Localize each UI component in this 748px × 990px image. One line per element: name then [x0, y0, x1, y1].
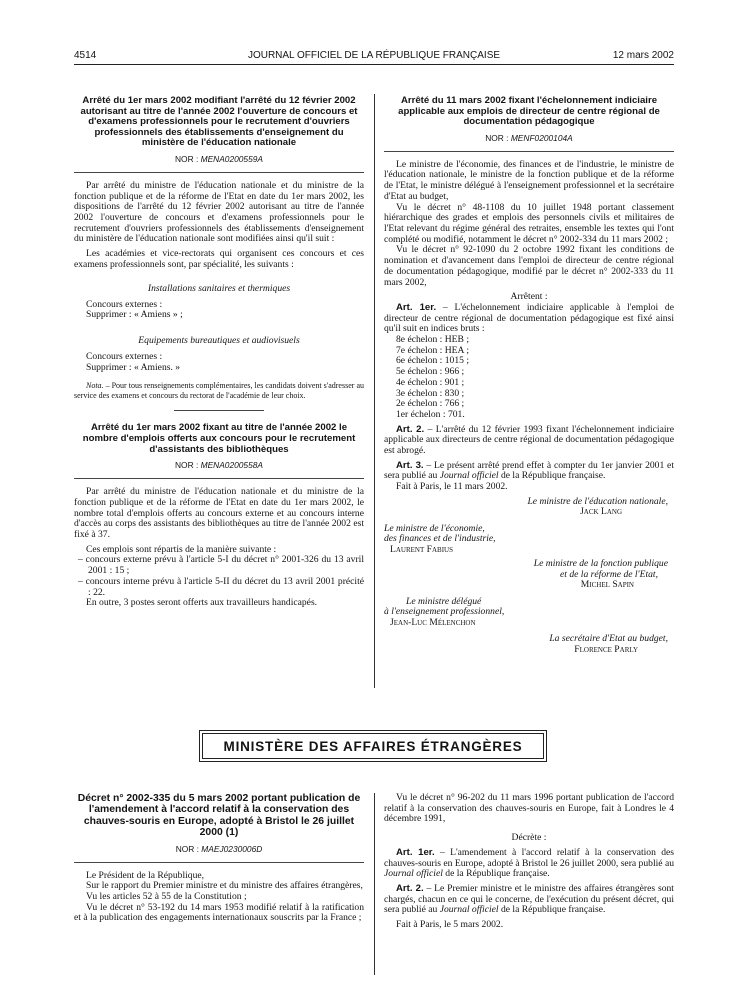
- arrete-1-paragraph: Les académies et vice-rectorats qui organisent ces concours et ces examens professionnels sont, par spécialité, les suivants :: [74, 248, 364, 270]
- list-item: – concours interne prévu à l'article 5-II du décret du 13 avril 2001 précité : 22.: [78, 575, 364, 598]
- bottom-right-column: [384, 793, 674, 931]
- arrete-2-paragraph: En outre, 3 postes seront offerts aux travailleurs handicapés.: [86, 597, 318, 609]
- subsection-heading: Equipements bureautiques et audiovisuels: [138, 335, 300, 346]
- divider: [174, 410, 264, 411]
- decret-paragraph: Le Président de la République,: [86, 869, 205, 881]
- arrete-1-line: Concours externes :: [86, 351, 163, 362]
- subsection-heading: Installations sanitaires et thermiques: [147, 282, 291, 294]
- decret-paragraph: Sur le rapport du Premier ministre et du ministre des affaires étrangères,: [86, 880, 363, 892]
- echelon-list: [384, 335, 674, 421]
- journal-title: JOURNAL OFFICIEL DE LA RÉPUBLIQUE FRANÇAISE: [247, 50, 501, 61]
- arrete-1-line: Supprimer : « Amiens. »: [86, 361, 181, 373]
- arrete-3-paragraph: Vu le décret n° 92-1090 du 2 octobre 1992 fixant les conditions de nomination et d'avancement dans l'emploi de directeur de centre régional de documentation pédagogique, modifié par le décret n° 2002-333 du 11 mars 2002,: [384, 244, 674, 288]
- arrete-2-paragraph: Par arrêté du ministre de l'éducation nationale et du ministre de la fonction publique et de la réforme de l'Etat en date du 1er mars 2002, le nombre total d'emplois offerts au concours externe et au concours interne d'accès au corps des assistants des bibliothèques au titre de l'année 2002 est fixé à 37.: [74, 486, 364, 540]
- arrete-3-paragraph: Le ministre de l'économie, des finances et de l'industrie, le ministre de l'éducation nationale, le ministre de la fonction publique et de la réforme de l'Etat, le ministre délégué à l'enseignement professionnel et la secrétaire d'Etat au budget,: [384, 158, 674, 202]
- signature-block: La secrétaire d'Etat au budget, Florence Parly: [549, 633, 668, 655]
- column-divider: [374, 94, 375, 688]
- column-divider: [374, 793, 375, 975]
- decret-article-2: Art. 2. – Le Premier ministre et le ministre des affaires étrangères sont chargés, chacun en ce qui le concerne, de l'exécution du présent décret, qui sera publié au Journal officiel de la République française.: [384, 882, 674, 916]
- divider: [74, 172, 364, 173]
- decrete-line: Décrète :: [511, 832, 547, 844]
- signature-block: Le ministre délégué à l'enseignement professionnel, Jean-Luc Mélenchon: [384, 595, 505, 628]
- arrete-1-nor: NOR : MENA0200559A: [175, 153, 263, 164]
- decret-paragraph: Vu le décret n° 96-202 du 11 mars 1996 portant publication de l'accord relatif à la conservation des chauves-souris en Europe, fait à Londres le 4 décembre 1991,: [384, 792, 674, 825]
- list-item: 3e échelon : 830 ;: [396, 387, 465, 399]
- arrete-1-line: Supprimer : « Amiens » ;: [86, 309, 183, 321]
- signature-block: Le ministre de l'économie, des finances et de l'industrie, Laurent Fabius: [384, 522, 496, 555]
- list-item: 8e échelon : HEB ;: [396, 334, 469, 346]
- signature-block: Le ministre de la fonction publique et de la réforme de l'Etat, Michel Sapin: [533, 558, 668, 591]
- signature-place-date: Fait à Paris, le 5 mars 2002.: [396, 919, 504, 931]
- article-2: Art. 2. – L'arrêté du 12 février 1993 fixant l'échelonnement indiciaire applicable aux directeurs de centre régional de documentation pédagogique est abrogé.: [384, 423, 674, 457]
- distribution-list: [74, 555, 364, 598]
- arrete-1-paragraph: Par arrêté du ministre de l'éducation nationale et du ministre de la fonction publique et de la réforme de l'Etat en date du 1er mars 2002, les dispositions de l'arrêté du 12 février 2002 autorisant au titre de l'année 2002 l'ouverture de concours et d'examens professionnels pour le recrutement d'ouvriers professionnels des établissements d'enseignement du ministère de l'éducation nationale sont modifiées ainsi qu'il suit :: [74, 179, 364, 245]
- arrete-3-title: Arrêté du 11 mars 2002 fixant l'échelonnement indiciaire applicable aux emplois de directeur de centre régional de documentation pédagogique: [398, 95, 660, 128]
- arrete-3-paragraph: Vu le décret n° 48-1108 du 10 juillet 1948 portant classement hiérarchique des grades et emplois des personnels civils et militaires de l'Etat relevant du régime général des retraites, ensemble les textes qui l'ont complété ou modifié, notamment le décret n° 2002-334 du 11 mars 2002 ;: [384, 201, 674, 245]
- left-column: [74, 96, 364, 609]
- header-rule: [74, 64, 674, 65]
- list-item: 1er échelon : 701.: [396, 408, 465, 420]
- divider: [384, 151, 674, 152]
- list-item: 5e échelon : 966 ;: [396, 366, 465, 378]
- arrete-2-title: Arrêté du 1er mars 2002 fixant au titre de l'année 2002 le nombre d'emplois offerts aux concours pour le recrutement d'assistants des bibliothèques: [82, 422, 356, 455]
- decret-paragraph: Vu le décret n° 53-192 du 14 mars 1953 modifié relatif à la ratification et à la publication des engagements internationaux souscrits par la France ;: [74, 901, 364, 924]
- arrete-2-nor: NOR : MENA0200558A: [175, 460, 263, 471]
- divider: [74, 478, 364, 479]
- nota: Nota. – Pour tous renseignements complémentaires, les candidats doivent s'adresser au service des examens et concours du rectorat de l'académie de leur choix.: [74, 381, 364, 400]
- article-1: Art. 1er. – L'échelonnement indiciaire applicable à l'emploi de directeur de centre régional de documentation pédagogique est fixé ainsi qu'il suit en indices bruts :: [384, 301, 674, 335]
- divider: [74, 862, 364, 863]
- decret-nor: NOR : MAEJ0230006D: [175, 843, 263, 854]
- right-column: [384, 96, 674, 655]
- arrete-3-nor: NOR : MENF0200104A: [485, 132, 573, 143]
- arretent-line: Arrêtent :: [510, 291, 548, 303]
- arrete-1-title: Arrêté du 1er mars 2002 modifiant l'arrêté du 12 février 2002 autorisant au titre de l'année 2002 l'ouverture de concours et d'examens professionnels pour le recrutement d'ouvriers professionnels des établissements d'enseignement du ministère de l'éducation nationale: [80, 95, 358, 149]
- bottom-left-column: [74, 793, 364, 924]
- signature-place-date: Fait à Paris, le 11 mars 2002.: [396, 481, 508, 493]
- article-3: Art. 3. – Le présent arrêté prend effet à compter du 1er janvier 2001 et sera publié au Journal officiel de la République française.: [384, 459, 674, 482]
- arrete-1-line: Concours externes :: [86, 298, 163, 310]
- issue-date: 12 mars 2002: [612, 50, 674, 61]
- list-item: 2e échelon : 766 ;: [396, 398, 465, 410]
- list-item: – concours externe prévu à l'article 5-I du décret n° 2001-326 du 13 avril 2001 : 15 ;: [78, 554, 364, 577]
- decret-article-1: Art. 1er. – L'amendement à l'accord relatif à la conservation des chauves-souris en Europe, adopté à Bristol le 26 juillet 2000, sera publié au Journal officiel de la République française.: [384, 846, 675, 880]
- decret-paragraph: Vu les articles 52 à 55 de la Constitution ;: [86, 891, 247, 903]
- ministry-banner: MINISTÈRE DES AFFAIRES ÉTRANGÈRES: [202, 733, 544, 759]
- list-item: 6e échelon : 1015 ;: [396, 355, 469, 367]
- list-item: 7e échelon : HEA ;: [396, 344, 469, 356]
- decret-title: Décret n° 2002-335 du 5 mars 2002 portant publication de l'amendement à l'accord relatif à la conservation des chauves-souris en Europe, adopté à Bristol le 26 juillet 2000 (1): [77, 793, 361, 839]
- arrete-2-paragraph: Ces emplois sont répartis de la manière suivante :: [86, 543, 277, 555]
- list-item: 4e échelon : 901 ;: [396, 376, 465, 388]
- signature-block: Le ministre de l'éducation nationale, Jack Lang: [527, 495, 668, 518]
- page-number: 4514: [74, 50, 97, 61]
